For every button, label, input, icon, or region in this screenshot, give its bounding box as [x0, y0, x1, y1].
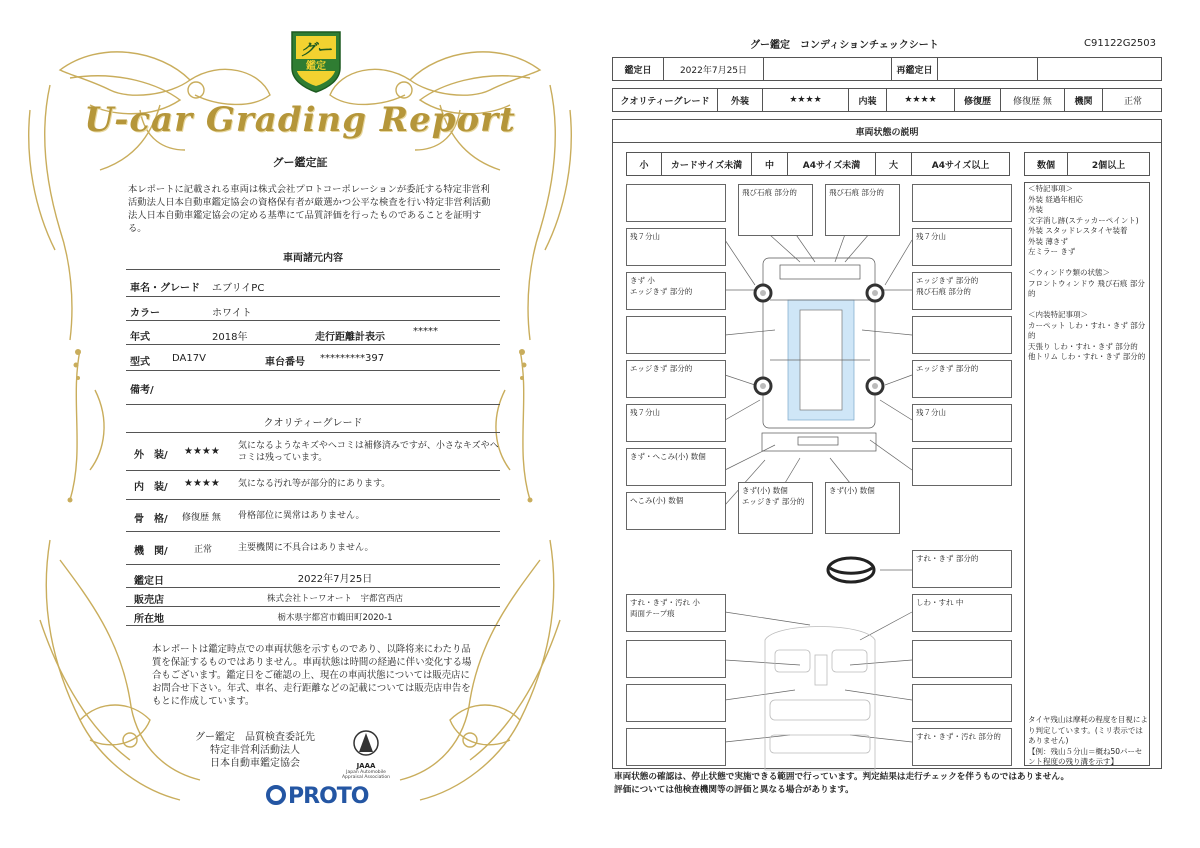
- engine-value: 正常: [194, 545, 213, 555]
- condition-check-sheet: [600, 0, 1200, 848]
- sheet-footer-line: 車両状態の確認は、停止状態で実施できる範囲で行っています。判定結果は走行チェックを伴うものではありません。: [614, 772, 1070, 782]
- divider: [126, 470, 500, 471]
- note-bottom-2: きず(小) 数個: [825, 482, 900, 534]
- note-box: [912, 184, 1012, 222]
- interior-value: ★★★★: [886, 89, 954, 111]
- mileage-label: 走行距離計表示: [315, 332, 385, 343]
- year-label: 年式: [130, 332, 150, 343]
- note-right-4: エッジきず 部分的: [912, 360, 1012, 398]
- note-left-6: きず・へこみ(小) 数個: [626, 448, 726, 486]
- dealer-label: 販売店: [134, 595, 164, 606]
- note-left-2: きず 小 エッジきず 部分的: [626, 272, 726, 310]
- special-note-line: ＜内装特記事項＞: [1028, 310, 1088, 319]
- sheet-title: グー鑑定 コンディションチェックシート: [750, 40, 939, 51]
- engine-value: 正常: [1102, 89, 1163, 111]
- frame-desc: 骨格部位に異常はありません。: [238, 511, 365, 521]
- engine-label: 機 関/: [134, 546, 168, 557]
- note-left-1: 残７分山: [626, 228, 726, 266]
- note-top-1: 飛び石痕 部分的: [738, 184, 813, 236]
- note-left-3: [626, 316, 726, 354]
- note-left-7: へこみ(小) 数個: [626, 492, 726, 530]
- interior-label: 内装: [848, 89, 886, 111]
- jaaa-subtitle: Japan Automobile Appraisal Association: [341, 770, 391, 780]
- divider: [126, 499, 500, 500]
- exterior-value: ★★★★: [762, 89, 848, 111]
- note-interior-left-1: すれ・きず・汚れ 小 両面テープ痕: [626, 594, 726, 632]
- note-right-6: [912, 448, 1012, 486]
- divider: [126, 432, 500, 433]
- divider: [126, 344, 500, 345]
- repair-label: 修復歴: [954, 89, 1000, 111]
- special-note-line: カーペット しわ・すれ・きず 部分的: [1028, 320, 1146, 340]
- date-value: 2022年7月25日: [663, 58, 763, 80]
- exterior-label: 外 装/: [134, 450, 168, 461]
- size-large-desc: A4サイズ以上: [911, 153, 1009, 175]
- proto-logo-text: PROTO: [288, 784, 369, 809]
- note-box: [626, 184, 726, 222]
- count-label: 数個: [1036, 160, 1055, 171]
- divider: [126, 269, 500, 270]
- interior-stars: ★★★★: [184, 478, 220, 489]
- size-large: 大: [875, 153, 911, 175]
- mileage-value: *****: [413, 326, 438, 337]
- interior-desc: 気になる汚れ等が部分的にあります。: [238, 479, 391, 489]
- special-note-line: 天張り しわ・すれ・きず 部分的: [1028, 341, 1138, 351]
- frame-value: 修復歴 無: [182, 513, 221, 523]
- size-small: 小: [639, 160, 649, 171]
- note-top-2: 飛び石痕 部分的: [825, 184, 900, 236]
- divider: [126, 564, 500, 565]
- color-label: カラー: [130, 308, 160, 319]
- dealer-value: 株式会社トーワオート 宇都宮西店: [266, 594, 403, 604]
- address-value: 栃木県宇都宮市鶴田町2020-1: [277, 613, 393, 623]
- special-note-line: 他トリム しわ・すれ・きず 部分的: [1028, 352, 1146, 361]
- jaaa-label: JAAA: [356, 762, 376, 770]
- size-medium: 中: [751, 153, 787, 175]
- note-right-1: 残７分山: [912, 228, 1012, 266]
- note-left-5: 残７分山: [626, 404, 726, 442]
- issuer-block: [180, 731, 330, 770]
- date-label: 鑑定日: [624, 65, 652, 76]
- note-right-3: [912, 316, 1012, 354]
- special-note-line: 外装 スタッドレスタイヤ装着: [1028, 226, 1128, 235]
- engine-label: 機関: [1064, 89, 1102, 111]
- proto-logo: [266, 784, 368, 809]
- exterior-desc: 気になるようなキズやヘコミは補修済みですが、小さなキズやヘコミは残っています。: [238, 441, 499, 463]
- jaaa-logo: [336, 728, 396, 780]
- year-value: 2018年: [212, 332, 248, 343]
- certificate-heading: グー鑑定証: [272, 156, 328, 169]
- certificate-footer: 本レポートは鑑定時点での車両状態を示すものであり、以降将来にわたり品質を保証するものではありません。車両状態は時間の経過に伴い変化する場合もございます。鑑定日をご確認の上、現在の車両状態については販売店にお問合せ下さい。年式、車名、走行距離などの記載については販売店申告をもとに作成しています。: [152, 644, 472, 707]
- script-title: U-car Grading Report: [84, 100, 516, 140]
- sheet-footer: [614, 771, 1069, 797]
- appraisal-date-label: 鑑定日: [134, 576, 164, 587]
- note-right-5: 残７分山: [912, 404, 1012, 442]
- note-steering: すれ・きず 部分的: [912, 550, 1012, 588]
- reappraisal-label: 再鑑定日: [891, 58, 937, 80]
- chassis-value: *********397: [320, 353, 385, 364]
- divider: [126, 320, 500, 321]
- special-note-line: フロントウィンドウ 飛び石痕 部分的: [1028, 278, 1145, 298]
- jaaa-emblem-icon: [351, 728, 381, 758]
- goo-appraisal-badge: [286, 28, 346, 94]
- size-medium-desc: A4サイズ未満: [787, 153, 875, 175]
- note-box: [626, 684, 726, 722]
- special-note-line: 左ミラー きず: [1028, 247, 1076, 256]
- sheet-code: C91122G2503: [1084, 38, 1156, 49]
- badge-text-bottom: 鑑定: [306, 61, 326, 72]
- steering-wheel-icon: [828, 558, 874, 582]
- issuer-line: グー鑑定 品質検査委託先: [195, 732, 315, 743]
- note-box: [912, 684, 1012, 722]
- divider: [126, 625, 500, 626]
- chassis-label: 車台番号: [265, 357, 305, 368]
- special-note-line: 外装 経過年相応: [1028, 194, 1083, 204]
- exterior-stars: ★★★★: [184, 446, 220, 457]
- special-note-line: 外装: [1028, 205, 1043, 214]
- proto-mark-icon: [266, 785, 286, 805]
- note-right-2: エッジきず 部分的 飛び石痕 部分的: [912, 272, 1012, 310]
- special-note-line: ＜特記事項＞: [1028, 184, 1073, 193]
- model-label: 型式: [130, 357, 150, 368]
- note-box: [626, 640, 726, 678]
- frame-label: 骨 格/: [134, 514, 168, 525]
- special-note-line: 外装 薄きず: [1028, 236, 1068, 246]
- interior-diagram: [765, 627, 875, 771]
- issuer-line: 特定非営利活動法人: [210, 745, 300, 756]
- divider: [126, 296, 500, 297]
- note-bottom-1: きず(小) 数個 エッジきず 部分的: [738, 482, 813, 534]
- exterior-label: 外装: [717, 89, 762, 111]
- engine-desc: 主要機関に不具合はありません。: [238, 543, 374, 553]
- appraisal-date-value: 2022年7月25日: [297, 574, 373, 585]
- count-value: 2個以上: [1067, 153, 1149, 175]
- car-name-value: エブリイPC: [212, 283, 265, 294]
- certificate-intro: 本レポートに記載される車両は株式会社プロトコーポレーションが委託する特定非営利活動法人日本自動車鑑定協会の資格保有者が厳選かつ公平な検査を行い特定非営利活動法人日本自動車鑑定協会の定める基準にて品質評価を行ったものであることを証明する。: [128, 184, 491, 234]
- divider: [126, 531, 500, 532]
- note-box: [626, 728, 726, 766]
- remarks-label: 備考/: [130, 385, 154, 396]
- special-note-line: ＜ウィンドウ類の状態＞: [1028, 268, 1111, 277]
- repair-value: 修復歴 無: [1000, 89, 1064, 111]
- address-label: 所在地: [134, 614, 164, 625]
- note-interior-right-last: すれ・きず・汚れ 部分的: [912, 728, 1012, 766]
- divider: [126, 606, 500, 607]
- grade-label: クオリティーグレード: [620, 96, 710, 107]
- condition-title: 車両状態の説明: [612, 119, 1162, 143]
- divider: [126, 370, 500, 371]
- issuer-line: 日本自動車鑑定協会: [210, 758, 300, 769]
- note-interior-right-1: しわ・すれ 中: [912, 594, 1012, 632]
- note-left-4: エッジきず 部分的: [626, 360, 726, 398]
- sheet-footer-line: 評価については他検査機関等の評価と異なる場合があります。: [614, 785, 854, 795]
- car-name-label: 車名・グレード: [130, 283, 200, 294]
- model-value: DA17V: [172, 353, 206, 364]
- badge-text-top: グー: [299, 40, 333, 59]
- divider: [126, 404, 500, 405]
- interior-label: 内 装/: [134, 482, 168, 493]
- divider: [126, 587, 500, 588]
- note-box: [912, 640, 1012, 678]
- size-small-desc: カードサイズ未満: [661, 153, 751, 175]
- quality-title: クオリティーグレード: [263, 418, 363, 429]
- tire-note: タイヤ残山は摩耗の程度を目視により判定しています。(ミリ表示ではありません) 【例：残山５分山＝概ね50パーセント程度の残り溝を示す】: [1028, 715, 1148, 766]
- color-value: ホワイト: [212, 308, 252, 319]
- special-note-line: 文字消し跡(ステッカーペイント): [1028, 215, 1139, 225]
- specs-title: 車両諸元内容: [283, 253, 343, 264]
